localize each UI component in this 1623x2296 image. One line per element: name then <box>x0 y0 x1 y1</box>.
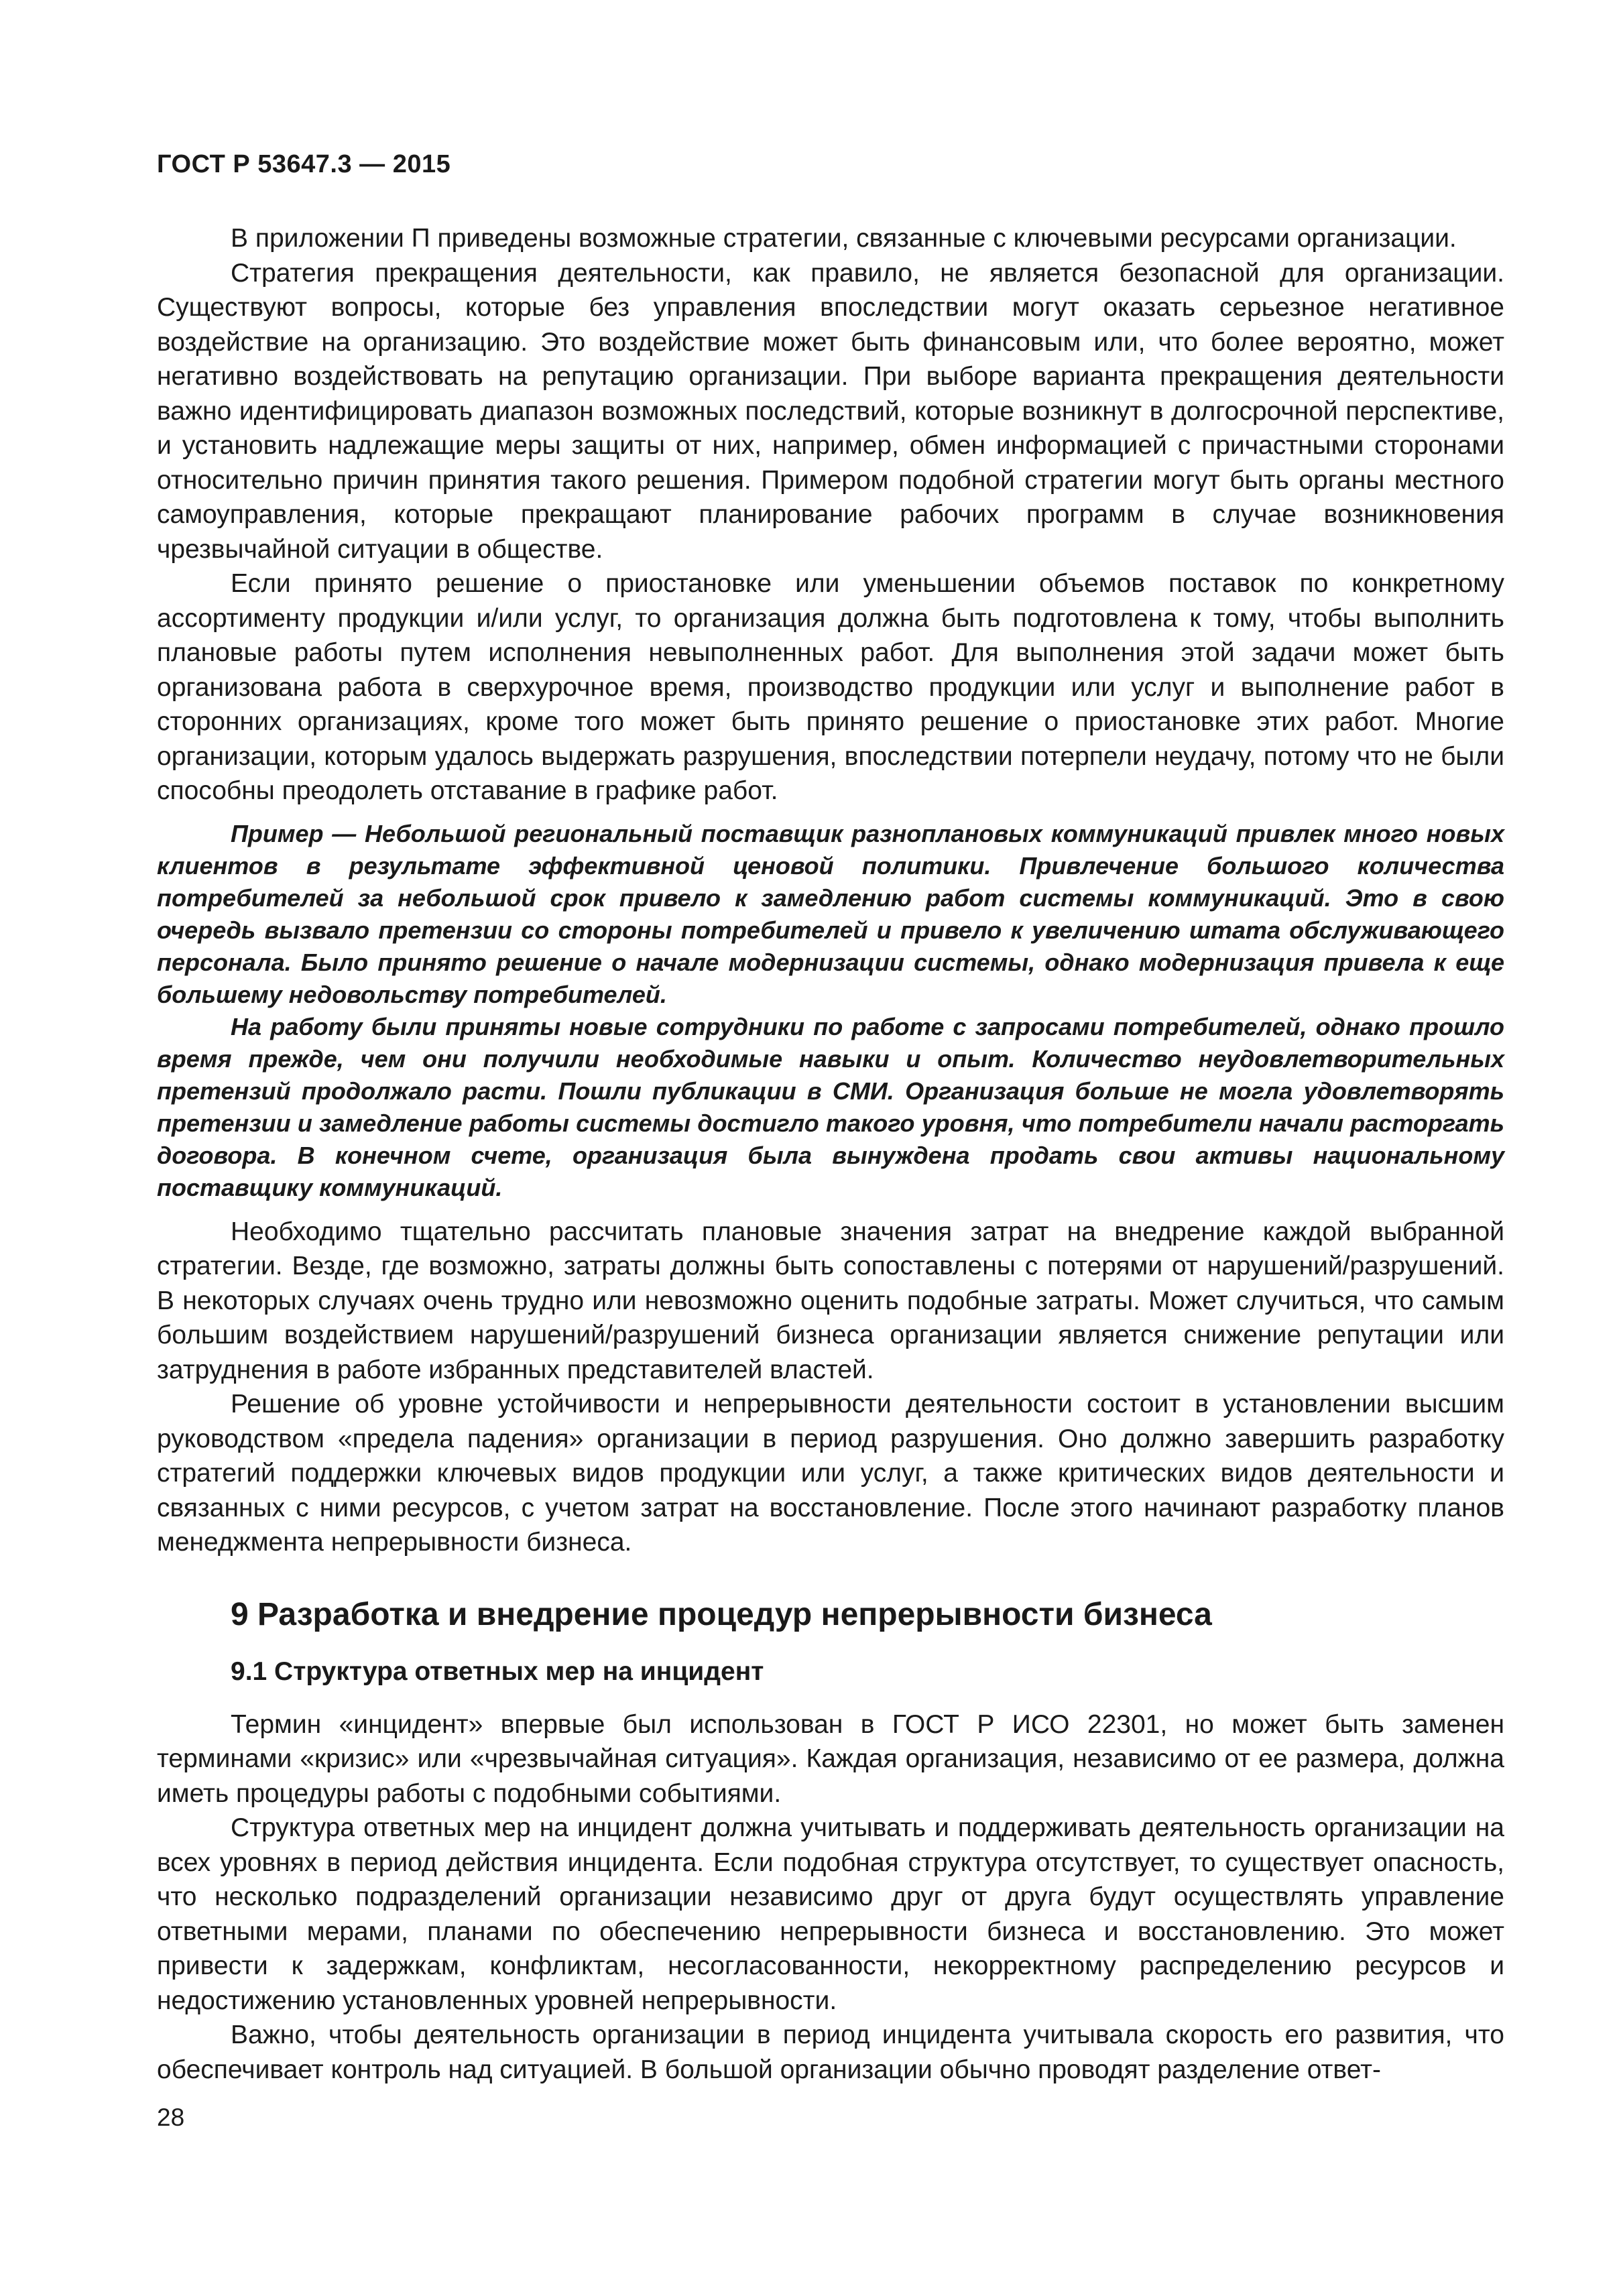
document-header: ГОСТ Р 53647.3 — 2015 <box>157 150 451 178</box>
paragraph: Структура ответных мер на инцидент должна учитывать и поддерживать деятельность организации на всех уровнях в период действия инцидента. Если подобная структура отсутствует, то существует опасность, что несколько подразделений организации независимо друг от друга будут осуществлять управление ответными мерами, планами по обеспечению непрерывности бизнеса и восстановлению. Это может привести к задержкам, конфликтам, несогласованности, некорректному распределению ресурсов и недостижению установленных уровней непрерывности. <box>157 1813 1504 2015</box>
paragraph: Необходимо тщательно рассчитать плановые значения затрат на внедрение каждой выбранной стратегии. Везде, где возможно, затраты должны быть сопоставлены с потерями от нарушений/разрушений. В некоторых случаях очень трудно или невозможно оценить подобные затраты. Может случиться, что самым большим воздействием нарушений/разрушений бизнеса организации является снижение репутации или затруднения в работе избранных представителей властей. <box>157 1217 1504 1384</box>
paragraph: Важно, чтобы деятельность организации в период инцидента учитывала скорость его развития, что обеспечивает контроль над ситуацией. В большой организации обычно проводят разделение ответ- <box>157 2020 1504 2084</box>
example-block <box>157 818 1504 1204</box>
example-paragraph: Пример — Небольшой региональный поставщик разноплановых коммуникаций привлек много новых клиентов в результате эффективной ценовой политики. Привлечение большого количества потребителей за небольшой срок привело к замедлению работ системы коммуникаций. Это в свою очередь вызвало претензии со стороны потребителей и привело к увеличению штата обслуживающего персонала. Было принято решение о начале модернизации системы, однако модернизация привела к еще большему недовольству потребителей. <box>157 819 1504 1008</box>
paragraph: Термин «инцидент» впервые был использован в ГОСТ Р ИСО 22301, но может быть заменен терминами «кризис» или «чрезвычайная ситуация». Каждая организация, независимо от ее размера, должна иметь процедуры работы с подобными событиями. <box>157 1709 1504 1808</box>
paragraph: Если принято решение о приостановке или уменьшении объемов поставок по конкретному ассортименту продукции и/или услуг, то организация должна быть подготовлена к тому, чтобы выполнить плановые работы путем исполнения невыполненных работ. Для выполнения этой задачи может быть организована работа в сверхурочное время, производство продукции или услуг и выполнение работ в сторонних организациях, кроме того может быть принято решение о приостановке этих работ. Многие организации, которым удалось выдержать разрушения, впоследствии потерпели неудачу, потому что не были способны преодолеть отставание в графике работ. <box>157 569 1504 805</box>
paragraph: Решение об уровне устойчивости и непрерывности деятельности состоит в установлении высшим руководством «предела падения» организации в период разрушения. Оно должно завершить разработку стратегий поддержки ключевых видов продукции или услуг, а также критических видов деятельности и связанных с ними ресурсов, с учетом затрат на восстановление. После этого начинают разработку планов менеджмента непрерывности бизнеса. <box>157 1390 1504 1557</box>
example-paragraph: На работу были приняты новые сотрудники по работе с запросами потребителей, однако прошло время прежде, чем они получили необходимые навыки и опыт. Количество неудовлетворительных претензий продолжало расти. Пошли публикации в СМИ. Организация больше не могла удовлетворять претензии и замедление работы системы достигло такого уровня, что потребители начали расторгать договора. В конечном счете, организация была вынуждена продать свои активы национальному поставщику коммуникаций. <box>157 1012 1504 1201</box>
page-content <box>157 221 1504 2087</box>
subsection-heading: 9.1 Структура ответных мер на инцидент <box>231 1656 764 1686</box>
page-number: 28 <box>157 2104 185 2131</box>
paragraph: В приложении П приведены возможные стратегии, связанные с ключевыми ресурсами организации. <box>231 224 1457 253</box>
section-heading: 9 Разработка и внедрение процедур непрерывности бизнеса <box>231 1596 1212 1632</box>
paragraph: Стратегия прекращения деятельности, как правило, не является безопасной для организации. Существуют вопросы, которые без управления впоследствии могут оказать серьезное негативное воздействие на организацию. Это воздействие может быть финансовым или, что более вероятно, может негативно воздействовать на репутацию организации. При выборе варианта прекращения деятельности важно идентифицировать диапазон возможных последствий, которые возникнут в долгосрочной перспективе, и установить надлежащие меры защиты от них, например, обмен информацией с причастными сторонами относительно причин принятия такого решения. Примером подобной стратегии могут быть органы местного самоуправления, которые прекращают планирование рабочих программ в случае возникновения чрезвычайной ситуации в обществе. <box>157 258 1504 564</box>
